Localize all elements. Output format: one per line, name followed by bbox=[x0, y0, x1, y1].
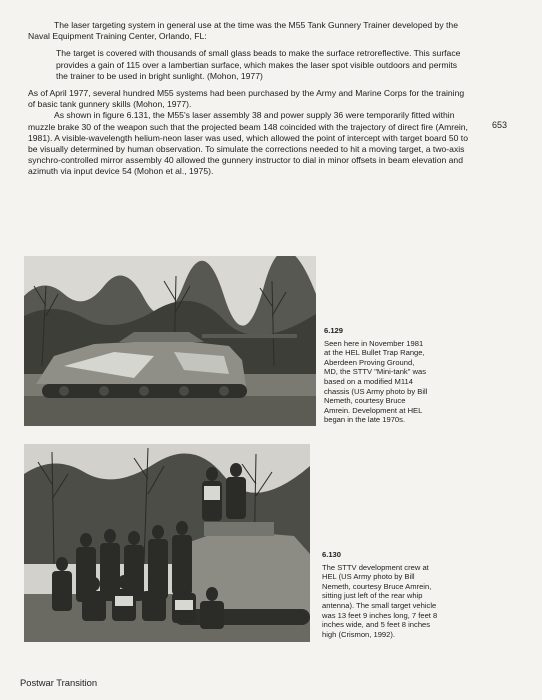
mini-tank-photo-illustration bbox=[24, 256, 316, 426]
figure-6-129-photo bbox=[24, 256, 316, 426]
figure-6-129-caption bbox=[324, 326, 430, 425]
page-number: 653 bbox=[492, 120, 508, 130]
crew-photo-illustration bbox=[24, 444, 310, 642]
figure-6-130-caption bbox=[322, 550, 440, 639]
caption-text: Seen here in November 1981 at the HEL Bullet Trap Range, Aberdeen Proving Ground, MD, the STTV "Mini-tank" was based on a modified M114 chassis (US Army photo by Bill Nemeth, courtesy Bruce Amrein. Development at HEL began in the late 1970s. bbox=[324, 338, 428, 425]
block-quote: The target is covered with thousands of small glass beads to make the surface retroreflective. This surface provides a gain of 115 over a lambertian surface, which makes the laser spot visible outdoors and permits the trainer to be used in bright sunlight. (Mohon, 1977) bbox=[56, 48, 461, 81]
figure-number: 6.130 bbox=[322, 550, 342, 559]
paragraph-1: The laser targeting system in general use at the time was the M55 Tank Gunnery Trainer developed by the Naval Equipment Training Center, Orlando, FL: bbox=[28, 20, 458, 42]
caption-text: The STTV development crew at HEL (US Army photo by Bill Nemeth, courtesy Bruce Amrein, sitting just left of the rear whip antenna). The small target vehicle was 13 feet 9 inches long, 7 feet 8 inches wide, and 5 feet 8 inches high (Crismon, 1992). bbox=[322, 562, 438, 639]
figure-6-130-photo bbox=[24, 444, 310, 642]
paragraph-3: As shown in figure 6.131, the M55's laser assembly 38 and power supply 36 were temporarily fitted within muzzle brake 30 of the weapon such that the projected beam 148 coincided with the trajectory of direct fire (Amrein, 1981). A visible-wavelength helium-neon laser was used, which allowed the point of intercept with target board 50 to be visually determined by human observation. To simulate the corrections needed to hit a moving target, a two-axis synchro-controlled mirror assembly 40 allowed the gunnery instructor to dial in minor offsets in beam elevation and azimuth via input device 54 (Mohon et al., 1975). bbox=[28, 110, 468, 177]
figure-number: 6.129 bbox=[324, 326, 344, 335]
running-footer: Postwar Transition bbox=[20, 677, 98, 688]
body-text bbox=[28, 20, 473, 178]
paragraph-2: As of April 1977, several hundred M55 systems had been purchased by the Army and Marine Corps for the training of basic tank gunnery skills (Mohon, 1977). bbox=[28, 88, 465, 110]
